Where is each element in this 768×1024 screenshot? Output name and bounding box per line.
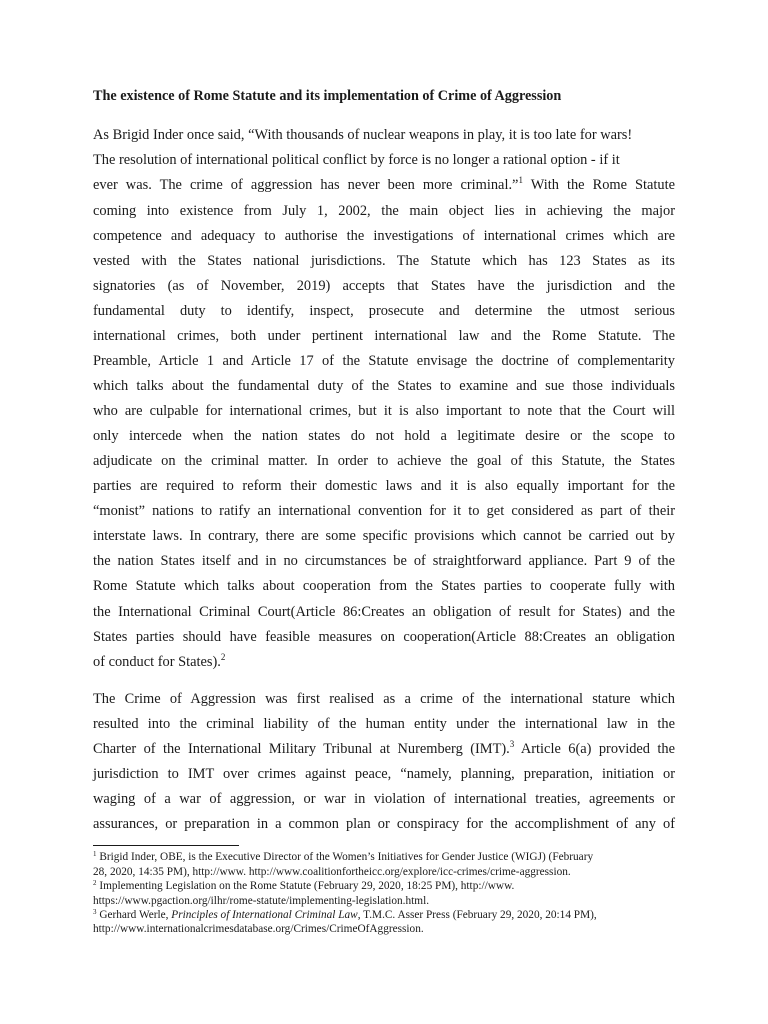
paragraph-line: “monist” nations to ratify an international convention for it to get considered as part of their — [93, 503, 675, 519]
footnote-text: Gerhard Werle, — [96, 909, 172, 921]
paragraph-text: With the Rome Statute — [530, 177, 675, 193]
paragraph-line: parties are required to reform their domestic laws and it is also equally important for the — [93, 478, 675, 494]
paragraph-text: of conduct for States). — [93, 654, 221, 670]
footnote-reference-2[interactable]: 2 — [220, 652, 226, 662]
paragraph-line: waging of a war of aggression, or war in violation of international treaties, agreements or — [93, 791, 675, 807]
paragraph-line: interstate laws. In contrary, there are some specific provisions which cannot be carried out by — [93, 528, 675, 544]
paragraph-line: The Crime of Aggression was first realised as a crime of the international stature which — [93, 691, 675, 707]
paragraph-line: signatories (as of November, 2019) accepts that States have the jurisdiction and the — [93, 278, 675, 294]
paragraph-line: jurisdiction to IMT over crimes against peace, “namely, planning, preparation, initiation or — [93, 766, 675, 782]
paragraph-line: who are culpable for international crimes, but it is also important to note that the Court will — [93, 403, 675, 419]
paragraph-line — [93, 741, 675, 758]
footnote-reference-3[interactable]: 3 — [509, 739, 515, 749]
footnote-reference-1[interactable]: 1 — [518, 175, 523, 185]
paragraph-line: coming into existence from July 1, 2002, the main object lies in achieving the major — [93, 203, 675, 219]
footnote-separator — [93, 845, 239, 846]
paragraph-line: the nation States itself and in no circumstances be of straightforward appliance. Part 9 of the — [93, 553, 675, 569]
paragraph-line — [93, 654, 675, 671]
paragraph-line: vested with the States national jurisdictions. The Statute which has 123 States as its — [93, 253, 675, 269]
footnote-number: 2 — [93, 879, 97, 887]
footnote-text: Implementing Legislation on the Rome Statute (February 29, 2020, 18:25 PM), http://www. — [96, 880, 515, 892]
footnote-2-link[interactable]: https://www.pgaction.org/ilhr/rome-statute/implementing-legislation.html. — [93, 895, 430, 907]
paragraph-text: Charter of the International Military Tribunal at Nuremberg (IMT). — [93, 741, 510, 757]
document-title: The existence of Rome Statute and its implementation of Crime of Aggression — [93, 88, 562, 104]
paragraph-line: Rome Statute which talks about cooperation from the States parties to cooperate fully with — [93, 578, 675, 594]
paragraph-line: the International Criminal Court(Article 86:Creates an obligation of result for States) and the — [93, 604, 675, 620]
paragraph-text: Article 6(a) provided the — [520, 741, 675, 757]
book-title: Principles of International Criminal Law — [171, 909, 358, 921]
paragraph-line: only intercede when the nation states do not hold a legitimate desire or the scope to — [93, 428, 675, 444]
footnote-1-link[interactable]: 28, 2020, 14:35 PM), http://www. http://www.coalitionfortheicc.org/explore/icc-crimes/crime-aggression. — [93, 866, 571, 878]
paragraph-line: States parties should have feasible measures on cooperation(Article 88:Creates an obligation — [93, 629, 675, 645]
paragraph-line — [93, 177, 675, 194]
footnote-text: , T.M.C. Asser Press (February 29, 2020, 20:14 PM), — [357, 909, 597, 921]
footnote-3 — [93, 909, 683, 922]
footnote-2 — [93, 880, 683, 893]
paragraph-line: resulted into the criminal liability of the human entity under the international law in the — [93, 716, 675, 732]
footnote-text: Brigid Inder, OBE, is the Executive Director of the Women’s Initiatives for Gender Justice (WIGJ) (February — [96, 851, 594, 863]
paragraph-line: The resolution of international political conflict by force is no longer a rational option - if it — [93, 152, 620, 168]
paragraph-line: Preamble, Article 1 and Article 17 of the Statute envisage the doctrine of complementarity — [93, 353, 675, 369]
paragraph-text: ever was. The crime of aggression has never been more criminal.” — [93, 177, 519, 193]
paragraph-line: which talks about the fundamental duty of the States to examine and sue those individuals — [93, 378, 675, 394]
paragraph-line: competence and adequacy to authorise the investigations of international crimes which are — [93, 228, 675, 244]
footnote-3-link[interactable]: http://www.internationalcrimesdatabase.org/Crimes/CrimeOfAggression. — [93, 923, 424, 935]
paragraph-line: fundamental duty to identify, inspect, prosecute and determine the utmost serious — [93, 303, 675, 319]
paragraph-line: adjudicate on the criminal matter. In order to achieve the goal of this Statute, the States — [93, 453, 675, 469]
paragraph-line: As Brigid Inder once said, “With thousands of nuclear weapons in play, it is too late for wars! — [93, 127, 633, 143]
paragraph-line: international crimes, both under pertinent international law and the Rome Statute. The — [93, 328, 675, 344]
paragraph-line: assurances, or preparation in a common plan or conspiracy for the accomplishment of any of — [93, 816, 675, 832]
footnote-number: 3 — [93, 908, 97, 916]
footnote-number: 1 — [93, 850, 97, 858]
footnote-1 — [93, 851, 683, 864]
